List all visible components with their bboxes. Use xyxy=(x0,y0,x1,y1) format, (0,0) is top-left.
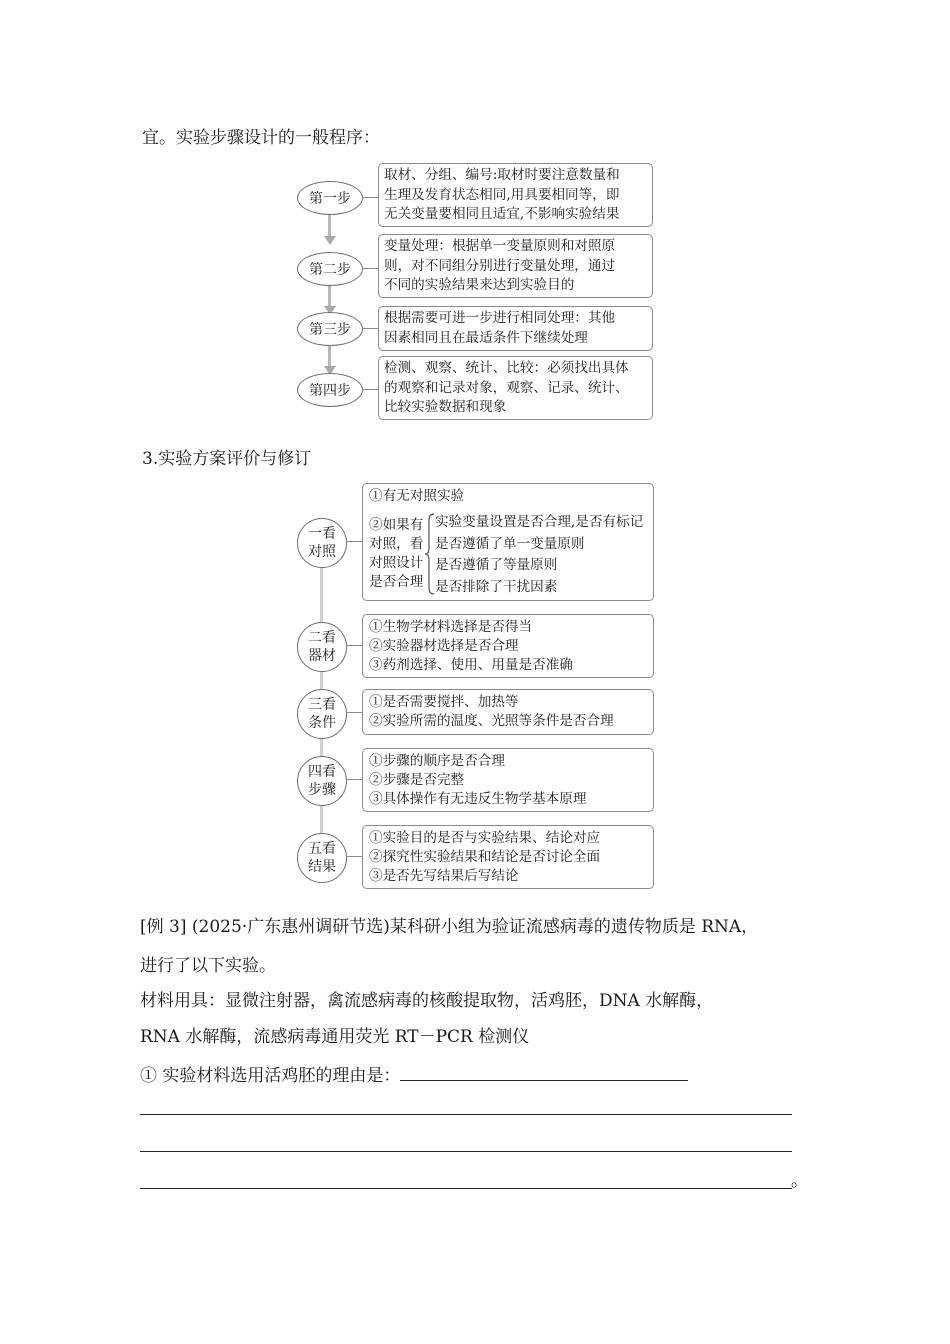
circle-label: 四看 xyxy=(308,764,336,780)
connector-line xyxy=(346,712,362,713)
sub-item: 实验变量设置是否合理,是否有标记 xyxy=(435,514,644,530)
circle-label: 二看 xyxy=(308,630,336,646)
connector-line xyxy=(346,856,362,857)
circle-label: 三看 xyxy=(308,697,336,713)
connector-line xyxy=(362,389,378,390)
intro-text: 宜。实验步骤设计的一般程序： xyxy=(142,128,380,148)
example-heading xyxy=(140,916,758,938)
step-text-line: 比较实验数据和现象 xyxy=(384,399,507,415)
example-tag: [例 3] xyxy=(140,917,187,937)
step-text-line: 检测、观察、统计、比较：必须找出具体 xyxy=(384,360,629,376)
step-box-4 xyxy=(378,356,653,420)
eval-text-line: ②步骤是否完整 xyxy=(369,772,465,788)
step-text-line: 因素相同且在最适条件下继续处理 xyxy=(384,329,588,346)
eval-text-line: ①步骤的顺序是否合理 xyxy=(369,753,505,769)
sub-label-line: 对照，看 xyxy=(369,536,424,552)
step-label: 第一步 xyxy=(309,191,351,207)
circle-label: 五看 xyxy=(308,841,336,857)
eval-box-2 xyxy=(362,614,654,678)
arrow-down-icon xyxy=(324,236,336,245)
eval-box-4 xyxy=(362,748,654,812)
vertical-connector xyxy=(320,737,323,757)
sub-label-line: 是否合理 xyxy=(369,574,424,590)
eval-text-line: ①是否需要搅拌、加热等 xyxy=(369,694,519,710)
step-text-line: 取材、分组、编号:取材时要注意数量和 xyxy=(384,167,620,183)
eval-circle-2 xyxy=(297,622,347,672)
section-heading: 3.实验方案评价与修订 xyxy=(142,449,312,469)
eval-text-line: ①生物学材料选择是否得当 xyxy=(369,619,533,635)
circle-label: 结果 xyxy=(308,859,336,875)
example-text-line: 进行了以下实验。 xyxy=(140,956,276,976)
eval-text-line: ①有无对照实验 xyxy=(369,488,465,504)
step-oval-3 xyxy=(297,312,363,346)
answer-line[interactable] xyxy=(140,1151,792,1152)
end-mark: 。 xyxy=(791,1171,808,1191)
eval-circle-3 xyxy=(297,689,347,739)
arrow-shaft xyxy=(328,284,331,308)
circle-label: 一看 xyxy=(308,526,336,542)
vertical-connector xyxy=(320,804,323,834)
question-text: ① 实验材料选用活鸡胚的理由是： xyxy=(140,1066,401,1086)
step-box-2 xyxy=(378,234,653,298)
brace-icon xyxy=(425,512,435,596)
answer-line[interactable] xyxy=(140,1188,792,1189)
eval-text-line: ③药剂选择、使用、用量是否准确 xyxy=(369,657,573,673)
sub-items xyxy=(435,512,643,598)
sub-item: 是否遵循了等量原则 xyxy=(435,557,558,573)
connector-line xyxy=(346,541,362,542)
materials-line: RNA 水解酶，流感病毒通用荧光 RT－PCR 检测仪 xyxy=(140,1027,530,1047)
eval-box-3 xyxy=(362,689,654,735)
step-oval-1 xyxy=(297,181,363,215)
sub-item: 是否排除了干扰因素 xyxy=(435,578,558,595)
step-text-line: 的观察和记录对象，观察、记录、统计、 xyxy=(384,379,629,396)
eval-text-line: ③具体操作有无违反生物学基本原理 xyxy=(369,791,587,807)
step-box-1 xyxy=(378,163,653,227)
connector-line xyxy=(346,779,362,780)
step-text-line: 则，对不同组分别进行变量处理，通过 xyxy=(384,257,616,274)
materials-line: 材料用具：显微注射器，禽流感病毒的核酸提取物，活鸡胚，DNA 水解酶， xyxy=(140,991,714,1011)
question-line xyxy=(140,1063,688,1087)
connector-line xyxy=(346,645,362,646)
sub-label-line: 对照设计 xyxy=(369,555,424,571)
step-label: 第二步 xyxy=(309,262,351,278)
sub-label xyxy=(369,516,423,592)
connector-line xyxy=(362,268,378,269)
step-text-line: 根据需要可进一步进行相同处理：其他 xyxy=(384,310,616,326)
step-text-line: 生理及发育状态相同,用具要相同等，即 xyxy=(384,186,620,203)
step-oval-2 xyxy=(297,252,363,286)
eval-box-1 xyxy=(362,483,654,601)
circle-label: 器材 xyxy=(308,648,336,664)
sub-item: 是否遵循了单一变量原则 xyxy=(435,535,585,552)
connector-line xyxy=(362,197,378,198)
step-label: 第三步 xyxy=(309,322,351,338)
step-oval-4 xyxy=(297,373,363,407)
arrow-shaft xyxy=(328,212,331,238)
step-text-line: 无关变量要相同且适宜,不影响实验结果 xyxy=(384,206,620,222)
circle-label: 条件 xyxy=(308,715,336,731)
circle-label: 对照 xyxy=(308,544,336,560)
step-box-3 xyxy=(378,306,653,351)
arrow-shaft xyxy=(328,346,331,368)
eval-text-line: ②实验所需的温度、光照等条件是否合理 xyxy=(369,713,614,729)
answer-line[interactable] xyxy=(140,1114,792,1115)
eval-box-5 xyxy=(362,825,654,889)
sub-label-line: ②如果有 xyxy=(369,517,424,533)
eval-text-line: ②实验器材选择是否合理 xyxy=(369,638,519,654)
vertical-connector xyxy=(320,670,323,690)
eval-text-line: ③是否先写结果后写结论 xyxy=(369,868,519,884)
step-text-line: 不同的实验结果来达到实验目的 xyxy=(384,277,575,293)
vertical-connector xyxy=(320,565,323,623)
connector-line xyxy=(362,328,378,329)
eval-text-line: ①实验目的是否与实验结果、结论对应 xyxy=(369,830,601,846)
step-text-line: 变量处理：根据单一变量原则和对照原 xyxy=(384,238,616,254)
circle-label: 步骤 xyxy=(308,782,336,798)
eval-text-line: ②探究性实验结果和结论是否讨论全面 xyxy=(369,849,601,865)
answer-blank[interactable] xyxy=(400,1063,688,1081)
example-text: 某科研小组为验证流感病毒的遗传物质是 RNA， xyxy=(389,917,759,937)
eval-circle-5 xyxy=(297,833,347,883)
step-label: 第四步 xyxy=(309,383,351,399)
eval-circle-4 xyxy=(297,756,347,806)
example-source: (2025·广东惠州调研节选) xyxy=(191,917,390,937)
eval-circle-1 xyxy=(297,518,347,568)
